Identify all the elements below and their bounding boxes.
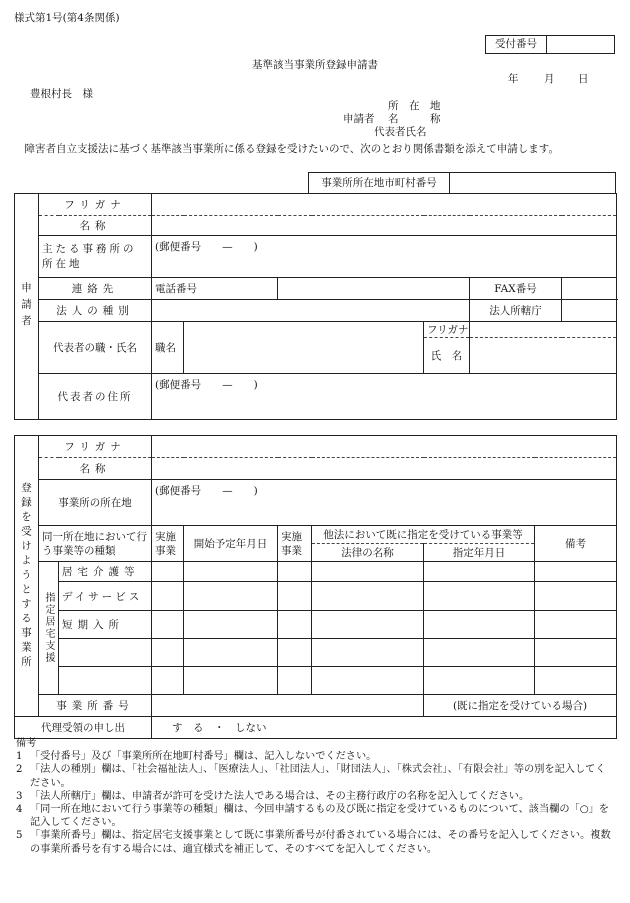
rep-title-name-label: 代表者の職・氏名 xyxy=(39,322,152,374)
short-stay-law[interactable] xyxy=(312,611,424,639)
blank-service-label-1[interactable] xyxy=(59,639,152,667)
notes-section xyxy=(16,737,614,856)
applicant-name-row-label: 名称 xyxy=(39,216,152,236)
form-number: 様式第1号(第4条関係) xyxy=(14,12,120,24)
blank-2-d[interactable] xyxy=(312,667,424,695)
blank-2-c[interactable] xyxy=(278,667,312,695)
blank-1-a[interactable] xyxy=(152,639,184,667)
phone-label: 電話番号 xyxy=(152,278,278,300)
applicant-address-label: 所 在 地 xyxy=(388,100,441,112)
note-3: 3 「法人所轄庁」欄は、申請者が許可を受けた法人である場合は、その主務行政庁の名称を記入してください。 xyxy=(16,790,530,802)
blank-1-f[interactable] xyxy=(535,639,617,667)
rep-address-label: 代表者の住所 xyxy=(39,374,152,420)
addressee: 豊根村長 様 xyxy=(30,88,93,100)
applicant-furigana-label: フリガナ xyxy=(39,194,152,216)
other-law-label: 他法において既に指定を受けている事業等 xyxy=(312,526,535,544)
rep-title-field[interactable] xyxy=(184,322,424,374)
note-5: 5 「事業所番号」欄は、指定居宅支援事業として既に事業所番号が付番されている場合には、その番号を記入してください。複数の事業所番号を有する場合には、適宜様式を補正して、そのすべてを記入してください。 xyxy=(16,830,611,855)
office-address-postal: (郵便番号 — ) xyxy=(155,485,258,497)
day-service-implemented[interactable] xyxy=(152,582,184,611)
blank-1-c[interactable] xyxy=(278,639,312,667)
implemented-label-1: 実施事業 xyxy=(152,526,184,562)
home-care-label: 居宅介護等 xyxy=(59,562,152,582)
day-service-start[interactable] xyxy=(184,582,278,611)
day-service-label: デイサービス xyxy=(59,582,152,611)
date-day: 日 xyxy=(578,73,589,85)
short-stay-start[interactable] xyxy=(184,611,278,639)
corp-authority-field[interactable] xyxy=(562,300,617,322)
applicant-furigana-field[interactable] xyxy=(152,194,617,216)
office-number-digits[interactable] xyxy=(152,695,424,717)
office-name-label: 名称 xyxy=(39,458,152,480)
fax-label: FAX番号 xyxy=(470,278,562,300)
rep-furigana-field[interactable] xyxy=(470,322,617,338)
note-1: 1 「受付番号」及び「事業所所在地町村番号」欄は、記入しないでください。 xyxy=(16,751,377,763)
main-office-label: 主たる事務所の所在地 xyxy=(39,236,152,278)
rep-name-label: 氏 名 xyxy=(424,338,470,374)
notes-title: 備考 xyxy=(16,738,37,749)
main-office-postal: (郵便番号 — ) xyxy=(155,241,258,253)
blank-1-e[interactable] xyxy=(424,639,535,667)
note-4: 4 「同一所在地において行う事業等の種類」欄は、今回申請するもの及び既に指定を受けているものについて、該当欄の「○」を記入してください。 xyxy=(16,804,609,829)
title-short-label: 職名 xyxy=(152,322,184,374)
date-month: 月 xyxy=(544,73,555,85)
office-address-field[interactable] xyxy=(152,480,617,526)
blank-service-label-2[interactable] xyxy=(59,667,152,695)
main-office-field[interactable] xyxy=(152,236,617,278)
office-address-label: 事業所の所在地 xyxy=(39,480,152,526)
short-stay-implemented[interactable] xyxy=(152,611,184,639)
municipality-code-label: 事業所所在地市町村番号 xyxy=(309,173,450,193)
home-care-date[interactable] xyxy=(424,562,535,582)
intro-text: 障害者自立支援法に基づく基準該当事業所に係る登録を受けたいので、次のとおり関係書類を添えて申請します。 xyxy=(24,143,559,155)
rep-address-field[interactable] xyxy=(152,374,617,420)
day-service-implemented-2[interactable] xyxy=(278,582,312,611)
corp-type-label: 法人の種別 xyxy=(39,300,152,322)
blank-1-d[interactable] xyxy=(312,639,424,667)
same-location-label: 同一所在地において行う事業等の種類 xyxy=(39,526,152,562)
office-name-field[interactable] xyxy=(152,458,617,480)
blank-2-b[interactable] xyxy=(184,667,278,695)
home-care-remarks[interactable] xyxy=(535,562,617,582)
rep-address-postal: (郵便番号 — ) xyxy=(155,379,258,391)
office-furigana-field[interactable] xyxy=(152,436,617,458)
proxy-options[interactable]: す る ・ しない xyxy=(152,717,617,739)
already-designated-note: (既に指定を受けている場合) xyxy=(424,695,617,717)
blank-2-e[interactable] xyxy=(424,667,535,695)
day-service-date[interactable] xyxy=(424,582,535,611)
proxy-label: 代理受領の申し出 xyxy=(15,717,152,739)
applicant-name-field[interactable] xyxy=(152,216,617,236)
short-stay-date[interactable] xyxy=(424,611,535,639)
fax-field[interactable] xyxy=(562,278,617,300)
start-date-label: 開始予定年月日 xyxy=(184,526,278,562)
contact-label: 連絡先 xyxy=(39,278,152,300)
home-care-law[interactable] xyxy=(312,562,424,582)
applicant-name-label: 名 称 xyxy=(388,113,441,125)
page-title: 基準該当事業所登録申請書 xyxy=(252,59,378,71)
blank-1-b[interactable] xyxy=(184,639,278,667)
short-stay-label: 短期入所 xyxy=(59,611,152,639)
applicant-section-label: 申請者 xyxy=(15,194,39,420)
day-service-remarks[interactable] xyxy=(535,582,617,611)
applicant-rep-label: 代表者氏名 xyxy=(374,126,427,138)
home-care-start[interactable] xyxy=(184,562,278,582)
phone-field[interactable] xyxy=(278,278,470,300)
corp-authority-label: 法人所轄庁 xyxy=(470,300,562,322)
blank-2-f[interactable] xyxy=(535,667,617,695)
reception-number-box xyxy=(485,35,615,54)
municipality-code-field[interactable] xyxy=(450,173,615,193)
reception-number-label: 受付番号 xyxy=(486,36,547,53)
date-year: 年 xyxy=(508,73,519,85)
registration-section-label: 登録を受けようとする事業所 xyxy=(15,436,39,717)
note-2: 2 「法人の種別」欄は、「社会福祉法人」、「医療法人」、「社団法人」、「財団法人」、「株式会社」、「有限会社」等の別を記入してください。 xyxy=(16,764,606,789)
designated-support-label: 指定居宅支援 xyxy=(39,562,59,695)
reception-number-field[interactable] xyxy=(547,36,614,53)
office-number-label: 事業所番号 xyxy=(39,695,152,717)
municipality-code-box xyxy=(308,172,616,194)
office-furigana-label: フリガナ xyxy=(39,436,152,458)
home-care-implemented-2[interactable] xyxy=(278,562,312,582)
corp-type-field[interactable] xyxy=(152,300,470,322)
short-stay-remarks[interactable] xyxy=(535,611,617,639)
day-service-law[interactable] xyxy=(312,582,424,611)
rep-furigana-label: フリガナ xyxy=(424,322,470,338)
remarks-label: 備考 xyxy=(535,526,617,562)
rep-name-field[interactable] xyxy=(470,338,617,374)
short-stay-implemented-2[interactable] xyxy=(278,611,312,639)
law-name-label: 法律の名称 xyxy=(312,544,424,562)
application-form-table xyxy=(14,193,617,420)
applicant-label: 申請者 xyxy=(343,113,375,125)
designation-date-label: 指定年月日 xyxy=(424,544,535,562)
registration-table xyxy=(14,435,617,739)
implemented-label-2: 実施事業 xyxy=(278,526,312,562)
blank-2-a[interactable] xyxy=(152,667,184,695)
home-care-implemented[interactable] xyxy=(152,562,184,582)
